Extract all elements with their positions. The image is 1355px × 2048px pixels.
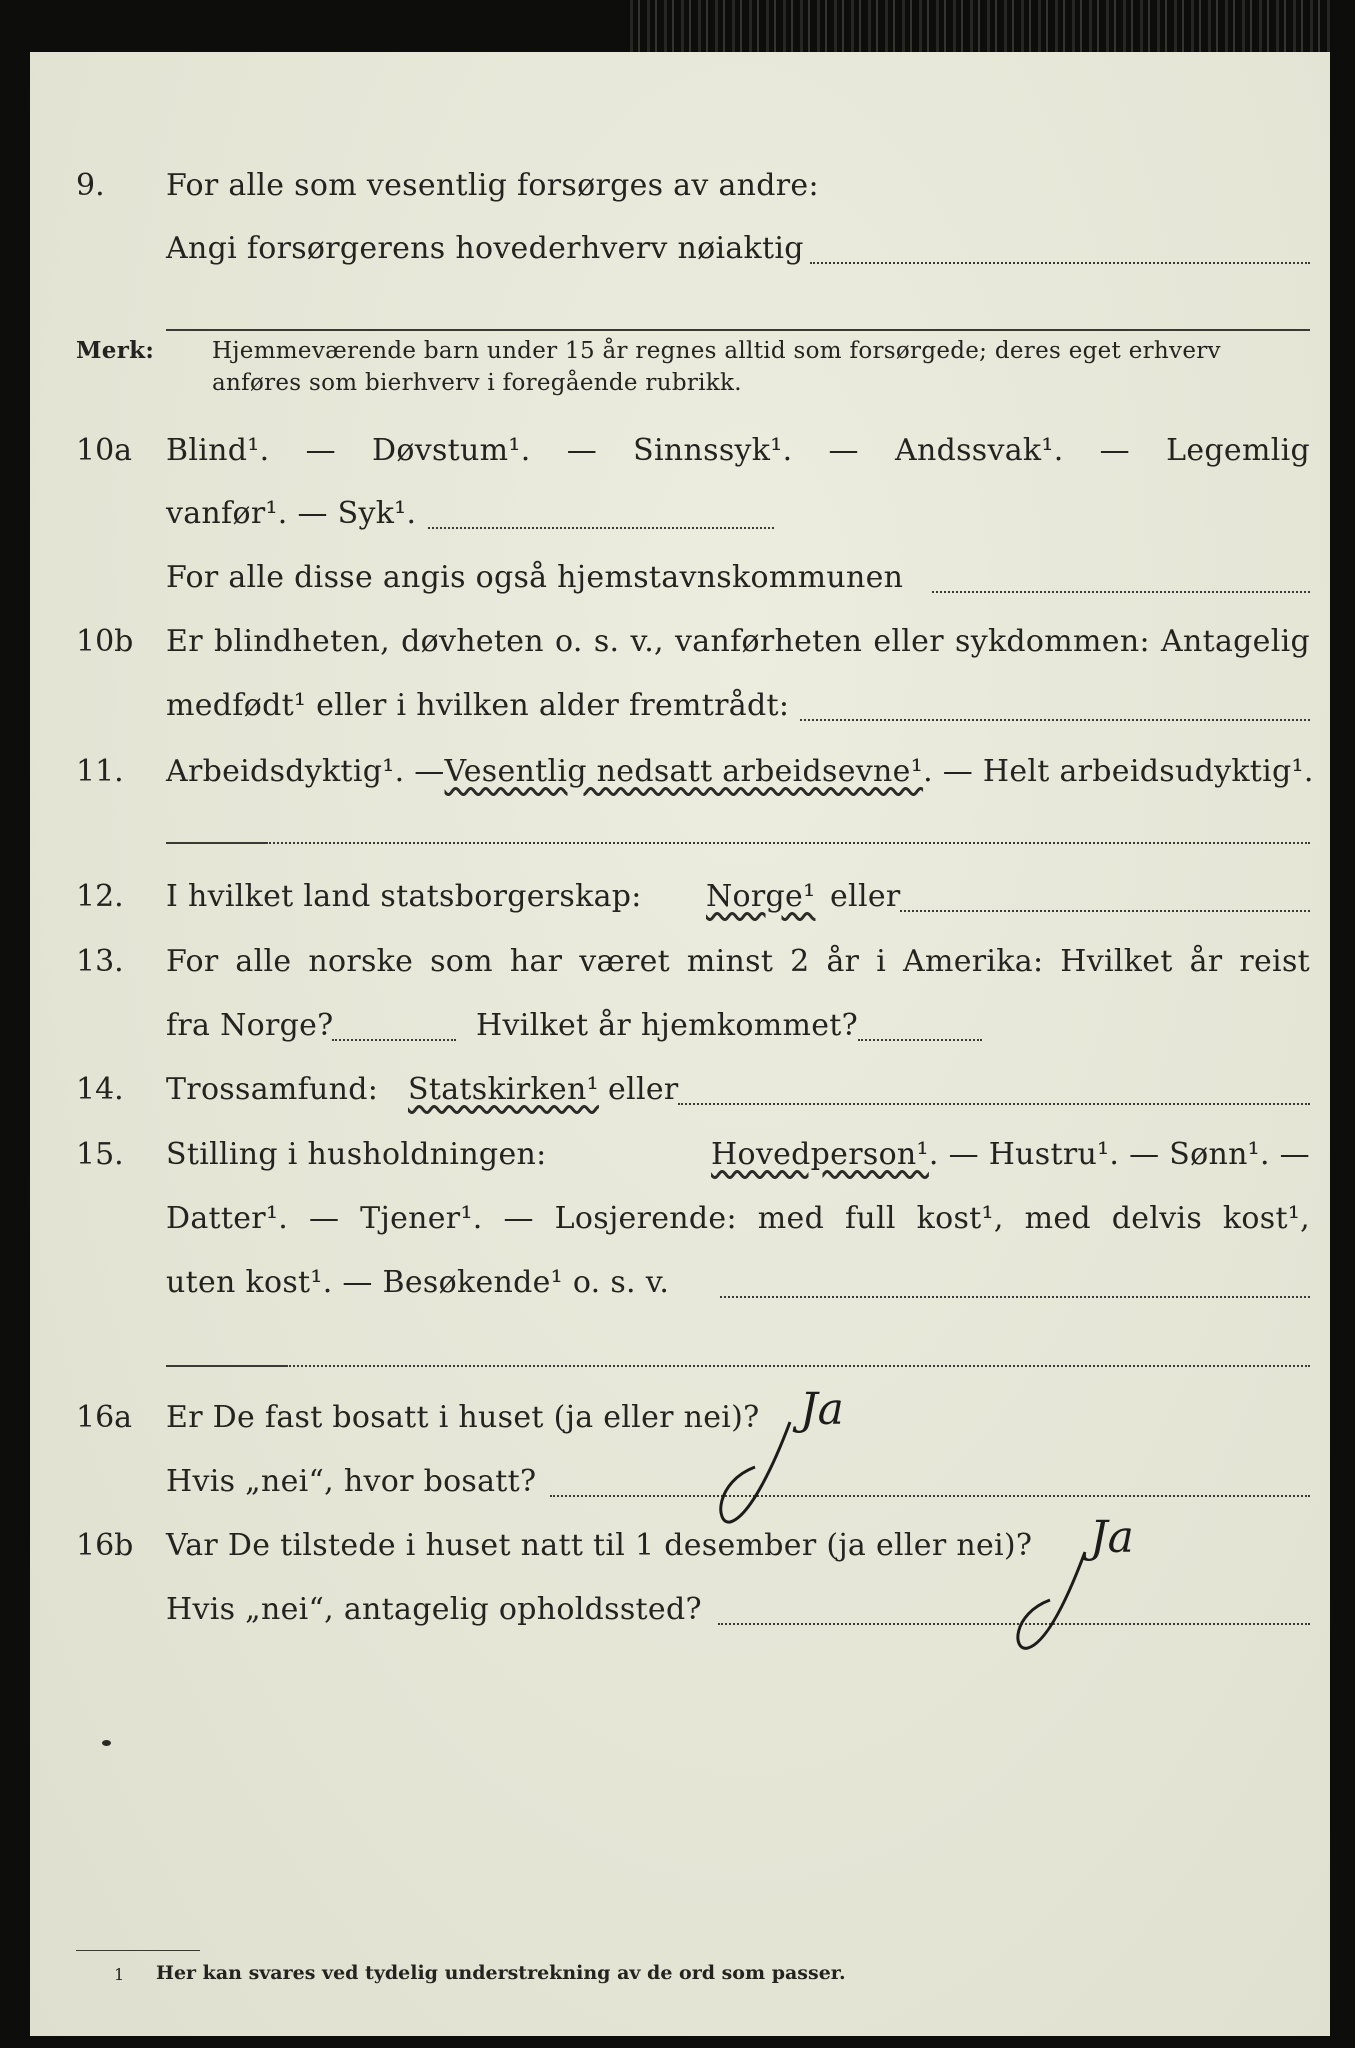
q9-line1: For alle som vesentlig forsørges av andre:: [166, 168, 819, 203]
q15-line1: [166, 1135, 1310, 1175]
q16a-handwritten-answer: Ja: [800, 1384, 844, 1435]
q16a-number: 16a: [76, 1400, 133, 1435]
q13-line1: For alle norske som har været minst 2 år i Amerika: Hvilket år reist: [166, 944, 1310, 979]
q16b-number: 16b: [76, 1528, 134, 1563]
footnote-text: Her kan svares ved tydelig understrekning av de ord som passer.: [156, 1962, 846, 1984]
scan-edge-marks: [630, 0, 1330, 52]
q15-number: 15.: [76, 1137, 124, 1172]
q9-number: 9.: [76, 168, 105, 203]
footnote-rule: [76, 1950, 200, 1951]
q16b-handwriting-stroke: [1010, 1552, 1130, 1662]
q12-number: 12.: [76, 879, 124, 914]
q15-line3[interactable]: uten kost¹. — Besøkende¹ o. s. v.: [166, 1265, 670, 1300]
q9-answer-line-2[interactable]: [166, 329, 1310, 331]
q11-option-helt-udyktig[interactable]: . — Helt arbeidsudyktig¹.: [923, 754, 1314, 789]
q14-answer-line[interactable]: [678, 1103, 1310, 1105]
q16b-line2: Hvis „nei“, antagelig opholdssted?: [166, 1592, 702, 1627]
q16a-handwriting-stroke: [720, 1422, 840, 1532]
q9-line2: Angi forsørgerens hovederhverv nøiaktig: [166, 231, 804, 266]
q15-answer-line-2[interactable]: [286, 1365, 1310, 1367]
q10b-line2: medfødt¹ eller i hvilken alder fremtrådt:: [166, 688, 790, 723]
q14-option-statskirken-underlined[interactable]: Statskirken¹: [408, 1072, 599, 1107]
q10b-answer-line[interactable]: [800, 719, 1310, 721]
q10a-syk-answer-line[interactable]: [428, 527, 774, 529]
q15-option-hovedperson-underlined[interactable]: Hovedperson¹: [711, 1137, 929, 1172]
q10a-line3: For alle disse angis også hjemstavnskommunen: [166, 560, 904, 595]
q10a-kommune-answer-line[interactable]: [932, 591, 1310, 593]
q13-hjemkommet-answer-line[interactable]: [858, 1039, 982, 1041]
q13-line2b: Hvilket år hjemkommet?: [476, 1008, 859, 1043]
q13-line2a: fra Norge?: [166, 1008, 334, 1043]
q11-line: [166, 752, 1314, 792]
q12-answer-line[interactable]: [900, 910, 1310, 912]
q12-text: I hvilket land statsborgerskap:: [166, 879, 642, 914]
q12-eller: eller: [830, 879, 901, 914]
q14-text: Trossamfund:: [166, 1072, 379, 1107]
q11-answer-line[interactable]: [266, 842, 1310, 844]
q15-stilling-label: Stilling i husholdningen:: [166, 1137, 547, 1172]
q15-answer-line-2-solid[interactable]: [166, 1365, 286, 1367]
q13-reist-answer-line[interactable]: [332, 1039, 456, 1041]
q11-option-arbeidsdyktig[interactable]: Arbeidsdyktig¹. —: [166, 754, 445, 789]
q13-number: 13.: [76, 944, 124, 979]
q14-eller: eller: [608, 1072, 679, 1107]
merk-line1: Hjemmeværende barn under 15 år regnes alltid som forsørgede; deres eget erhverv: [212, 338, 1221, 364]
q16a-answer-line[interactable]: [550, 1495, 1310, 1497]
q15-answer-line[interactable]: [720, 1296, 1310, 1298]
q16a-line2: Hvis „nei“, hvor bosatt?: [166, 1464, 537, 1499]
q11-answer-line-solid[interactable]: [166, 842, 266, 844]
q16a-line1: Er De fast bosatt i huset (ja eller nei)?: [166, 1400, 760, 1435]
census-form-page: [30, 52, 1330, 2036]
q14-number: 14.: [76, 1072, 124, 1107]
q10b-number: 10b: [76, 624, 134, 659]
q9-answer-line[interactable]: [810, 262, 1310, 264]
q16b-handwritten-answer: Ja: [1090, 1512, 1134, 1563]
q10a-line2: vanfør¹. — Syk¹.: [166, 496, 417, 531]
q15-line2[interactable]: Datter¹. — Tjener¹. — Losjerende: med full kost¹, med delvis kost¹,: [166, 1201, 1310, 1236]
q15-options-rest[interactable]: . — Hustru¹. — Sønn¹. —: [928, 1137, 1310, 1172]
q11-number: 11.: [76, 754, 124, 789]
q12-option-norge-underlined[interactable]: Norge¹: [706, 879, 816, 914]
footnote-mark: 1: [114, 1965, 125, 1984]
merk-line2: anføres som bierhverv i foregående rubrikk.: [212, 370, 742, 396]
q11-option-nedsatt-underlined[interactable]: Vesentlig nedsatt arbeidsevne¹: [444, 754, 924, 789]
q10b-line1: Er blindheten, døvheten o. s. v., vanførheten eller sykdommen: Antagelig: [166, 624, 1310, 659]
ink-speck: [102, 1740, 111, 1746]
merk-label: Merk:: [76, 337, 155, 364]
q10a-line1: Blind¹. — Døvstum¹. — Sinnssyk¹. — Andssvak¹. — Legemlig: [166, 433, 1310, 468]
q10a-number: 10a: [76, 433, 133, 468]
q16b-line1: Var De tilstede i huset natt til 1 desember (ja eller nei)?: [166, 1528, 1033, 1563]
